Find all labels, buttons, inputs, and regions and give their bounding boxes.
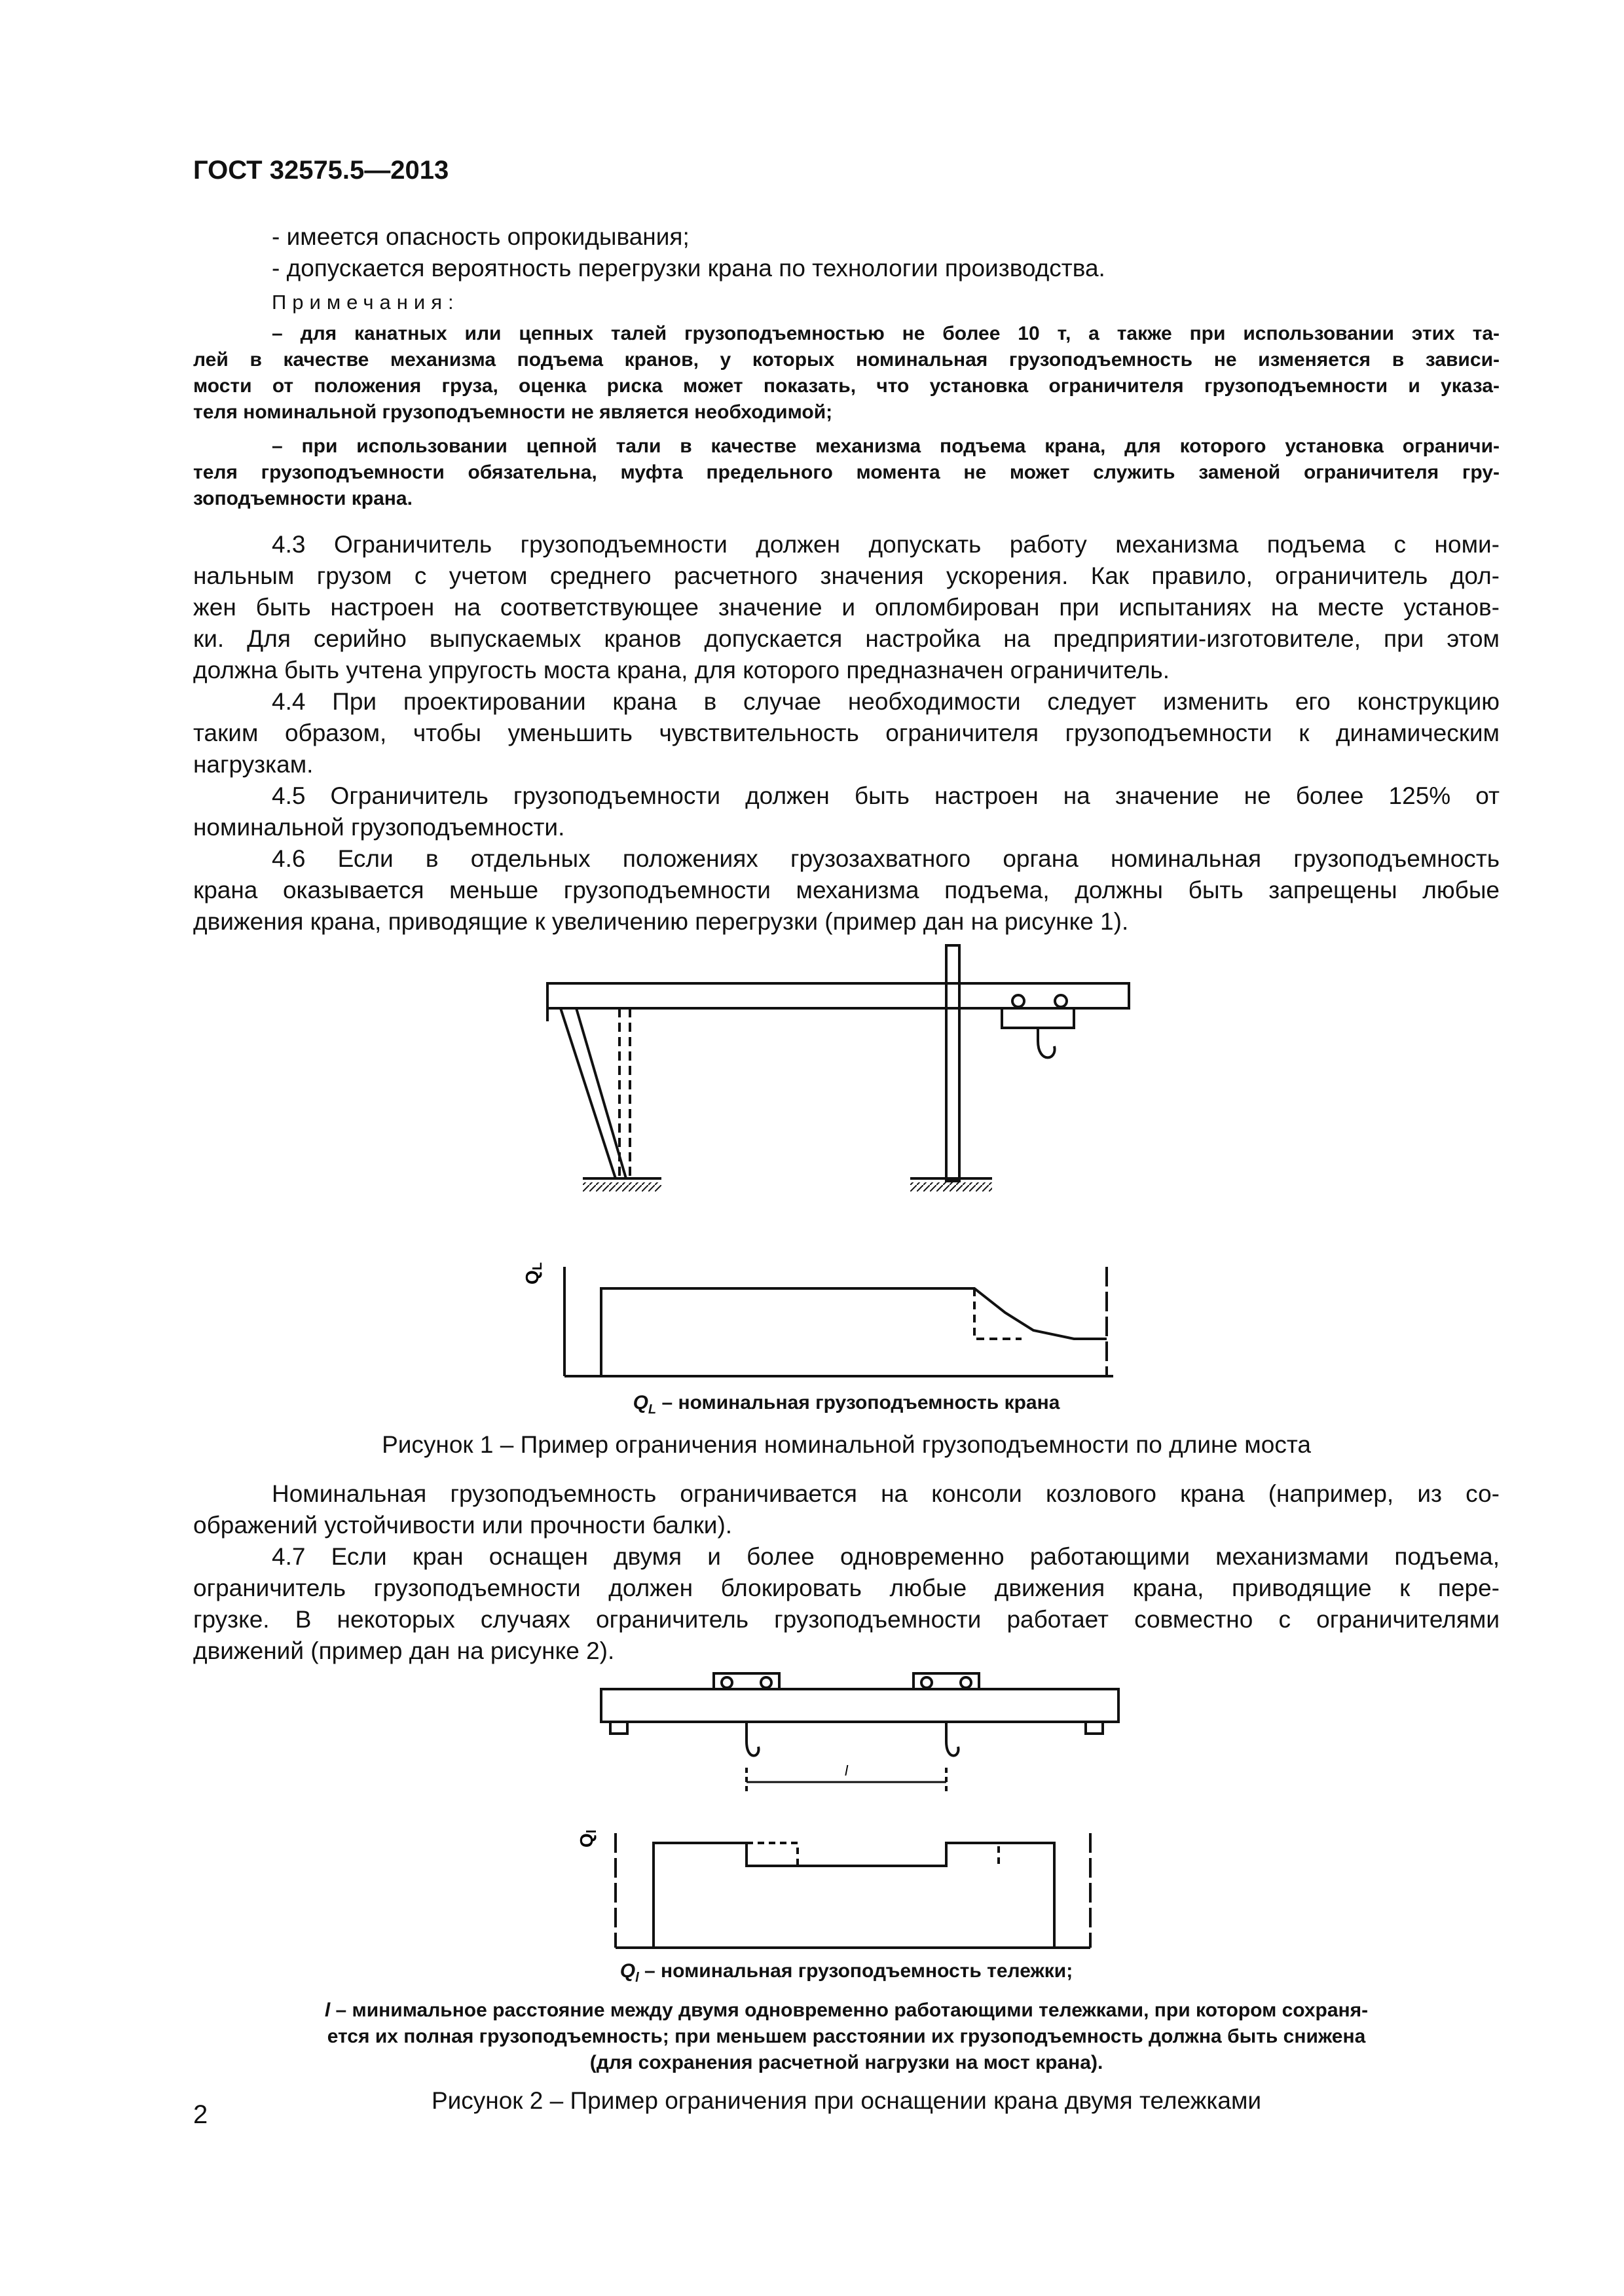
figure2-legend-q: $Q_l$ – номинальная грузоподъемность тележки;: [619, 1960, 1073, 1985]
crane2-bridge-girder: [601, 1689, 1118, 1722]
note-line: зоподъемности крана.: [193, 488, 413, 509]
note-line: мости от положения груза, оценка риска может показать, что установка ограничителя грузоподъемности и указа-: [193, 375, 1500, 397]
figure2-legend-l-line: (для сохранения расчетной нагрузки на мост крана).: [589, 2052, 1103, 2073]
note-line: – для канатных или цепных талей грузоподъемностью не более 10 т, а также при использовании этих та-: [272, 323, 1500, 344]
graph2-load-curve: [654, 1843, 1054, 1948]
figure2-legend-l-line: ется их полная грузоподъемность; при меньшем расстоянии их грузоподъемность должна быть снижена: [327, 2026, 1366, 2047]
paragraph-line: движения крана, приводящие к увеличению перегрузки (пример дан на рисунке 1).: [193, 908, 1129, 935]
left-ground-hatch: [583, 1182, 661, 1192]
trolley-icon: [1002, 995, 1074, 1057]
paragraph-line: нальным грузом с учетом среднего расчетного значения ускорения. Как правило, ограничитель дол-: [193, 562, 1500, 589]
list-item: - имеется опасность опрокидывания;: [272, 223, 690, 250]
paragraph-line: 4.3 Ограничитель грузоподъемности должен допускать работу механизма подъема с номи-: [272, 531, 1500, 558]
page-number: 2: [193, 2100, 208, 2129]
hook-icon: [747, 1741, 758, 1756]
paragraph-line: ки. Для серийно выпускаемых кранов допускается настройка на предприятии-изготовителе, при этом: [193, 625, 1500, 652]
hook-icon: [946, 1741, 958, 1756]
note-line: теля номинальной грузоподъемности не является необходимой;: [193, 401, 833, 423]
list-item: - допускается вероятность перегрузки крана по технологии производства.: [272, 255, 1105, 282]
paragraph-line: 4.6 Если в отдельных положениях грузозахватного органа номинальная грузоподъемность: [272, 845, 1500, 872]
graph1-axis-label: QL: [522, 1262, 545, 1285]
paragraph-line: нагрузкам.: [193, 751, 314, 778]
crane-right-leg: [946, 945, 959, 1181]
crane-bridge-girder: [547, 983, 1129, 1008]
graph1-load-curve: [601, 1288, 1107, 1376]
paragraph-line: 4.7 Если кран оснащен двумя и более одновременно работающими механизмами подъема,: [272, 1543, 1500, 1570]
document-code: ГОСТ 32575.5—2013: [193, 156, 449, 185]
paragraph-line: номинальной грузоподъемности.: [193, 814, 565, 841]
figure2-legend-l-line: l – минимальное расстояние между двумя одновременно работающими тележками, при котором сохраня-: [324, 1999, 1369, 2021]
paragraph-line: крана оказывается меньше грузоподъемности механизма подъема, должны быть запрещены любые: [193, 877, 1500, 903]
note-line: лей в качестве механизма подъема кранов, у которых номинальная грузоподъемность не изменяется в зависи-: [193, 349, 1500, 371]
right-ground-hatch: [910, 1182, 992, 1192]
paragraph-line: ображений устойчивости или прочности балки).: [193, 1512, 733, 1539]
note-line: теля грузоподъемности обязательна, муфта предельного момента не может служить заменой ограничителя гру-: [193, 462, 1500, 483]
paragraph-line: Номинальная грузоподъемность ограничивается на консоли козлового крана (например, из со-: [272, 1480, 1500, 1507]
crane-left-brace: [561, 1008, 626, 1178]
graph2-axis-label: Ql: [576, 1829, 599, 1848]
notes-title: Примечания:: [272, 291, 460, 314]
figure1-legend: $Q_L$ – номинальная грузоподъемность крана: [633, 1392, 1060, 1417]
note-line: – при использовании цепной тали в качестве механизма подъема крана, для которого установка ограничи-: [272, 435, 1500, 457]
paragraph-line: должна быть учтена упругость моста крана, для которого предназначен ограничитель.: [193, 657, 1170, 683]
paragraph-line: ограничитель грузоподъемности должен блокировать любые движения крана, приводящие к пере-: [193, 1575, 1500, 1601]
dimension-label: l: [845, 1762, 848, 1779]
figure2-crane-diagram: [601, 1673, 1118, 1794]
figure1-load-graph: [564, 1267, 1113, 1376]
paragraph-line: таким образом, чтобы уменьшить чувствительность ограничителя грузоподъемности к динамическим: [193, 720, 1500, 746]
paragraph-line: грузке. В некоторых случаях ограничитель грузоподъемности работает совместно с ограничителями: [193, 1606, 1500, 1633]
paragraph-line: жен быть настроен на соответствующее значение и опломбирован при испытаниях на месте установ-: [193, 594, 1500, 621]
paragraph-line: 4.5 Ограничитель грузоподъемности должен быть настроен на значение не более 125% от: [272, 782, 1500, 809]
figure2-caption: Рисунок 2 – Пример ограничения при оснащении крана двумя тележками: [431, 2087, 1262, 2114]
paragraph-line: движений (пример дан на рисунке 2).: [193, 1637, 615, 1664]
figure1-crane-diagram: [547, 945, 1129, 1192]
figure1-caption: Рисунок 1 – Пример ограничения номинальной грузоподъемности по длине моста: [382, 1431, 1311, 1458]
figure2-load-graph: [616, 1833, 1090, 1948]
paragraph-line: 4.4 При проектировании крана в случае необходимости следует изменить его конструкцию: [272, 688, 1500, 715]
